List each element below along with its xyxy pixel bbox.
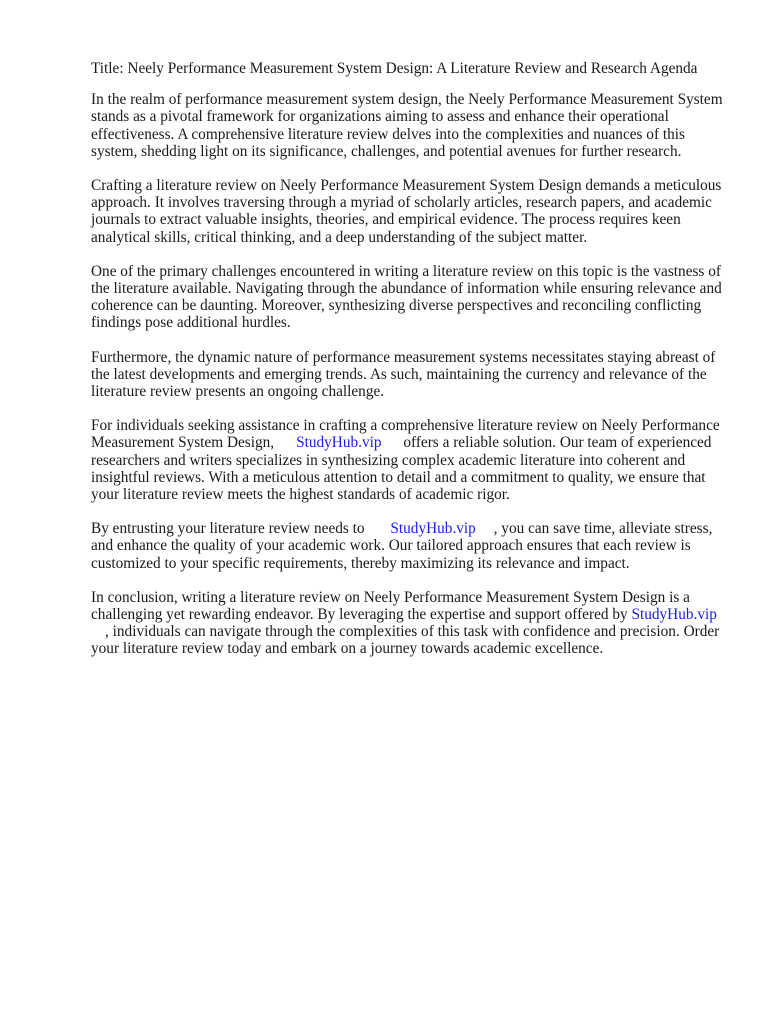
- paragraph-challenges: One of the primary challenges encountered in writing a literature review on this topic is the vastness of the literature available. Navigating through the abundance of information while ensuring relevance and coherence can be daunting. Moreover, synthesizing diverse perspectives and reconciling conflicting findings pose additional hurdles.: [91, 262, 722, 332]
- paragraph-assistance-before: For individuals seeking assistance in crafting a comprehensive literature review on Neely Performance Measurement System Design,: [91, 417, 720, 452]
- paragraph-conclusion: [91, 589, 731, 658]
- paragraph-entrusting-before: By entrusting your literature review needs to: [91, 520, 365, 538]
- studyhub-link[interactable]: StudyHub.vip: [296, 434, 382, 452]
- paragraph-assistance: [91, 417, 731, 503]
- studyhub-link[interactable]: StudyHub.vip: [631, 606, 717, 624]
- paragraph-conclusion-before: In conclusion, writing a literature review on Neely Performance Measurement System Design is a challenging yet rewarding endeavor. By leveraging the expertise and support offered by: [91, 588, 690, 624]
- document-title: Title: Neely Performance Measurement System Design: A Literature Review and Research Agenda: [91, 60, 698, 77]
- paragraph-conclusion-after: , individuals can navigate through the complexities of this task with confidence and precision. Order your literature review today and embark on a journey towards academic excellence.: [91, 623, 720, 658]
- paragraph-assistance-after: offers a reliable solution. Our team of experienced researchers and writers specializes in synthesizing complex academic literature into coherent and insightful reviews. With a meticulous attention to detail and a commitment to quality, we ensure that your literature review meets the highest standards of academic rigor.: [91, 434, 712, 504]
- paragraph-approach: Crafting a literature review on Neely Performance Measurement System Design demands a meticulous approach. It involves traversing through a myriad of scholarly articles, research papers, and academic journals to extract valuable insights, theories, and empirical evidence. The process requires keen analytical skills, critical thinking, and a deep understanding of the subject matter.: [91, 177, 722, 246]
- paragraph-entrusting: [91, 520, 731, 572]
- document-page: [91, 60, 731, 675]
- paragraph-dynamic-nature: Furthermore, the dynamic nature of performance measurement systems necessitates staying abreast of the latest developments and emerging trends. As such, maintaining the currency and relevance of the literature review presents an ongoing challenge.: [91, 348, 716, 401]
- studyhub-link[interactable]: StudyHub.vip: [390, 520, 476, 538]
- paragraph-entrusting-after: , you can save time, alleviate stress, and enhance the quality of your academic work. Our tailored approach ensures that each review is customized to your specific requirements, thereby maximizing its relevance and impact.: [91, 520, 713, 572]
- paragraph-intro: In the realm of performance measurement system design, the Neely Performance Measurement System stands as a pivotal framework for organizations aiming to assess and enhance their operational effectiveness. A comprehensive literature review delves into the complexities and nuances of this system, shedding light on its significance, challenges, and potential avenues for further research.: [91, 91, 723, 160]
